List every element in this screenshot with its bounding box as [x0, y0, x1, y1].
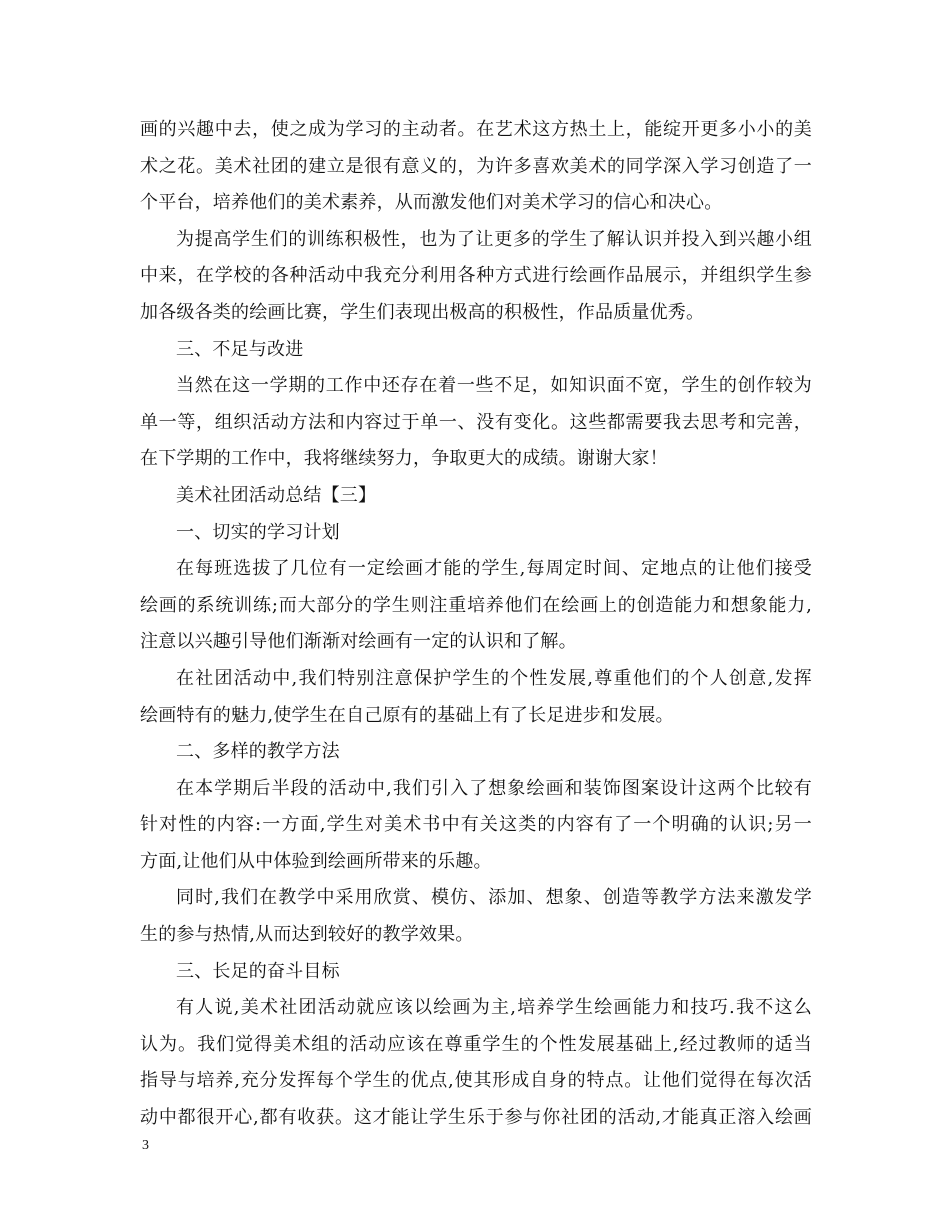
text-line: 方面,让他们从中体验到绘画所带来的乐趣。 — [140, 850, 492, 872]
text-line: 二、多样的教学方法 — [176, 741, 340, 763]
text-line: 在社团活动中,我们特别注意保护学生的个性发展,尊重他们的个人创意,发挥 — [176, 667, 812, 689]
text-line: 美术社团活动总结【三】 — [176, 484, 377, 506]
text-line: 绘画的系统训练;而大部分的学生则注重培养他们在绘画上的创造能力和想象能力, — [140, 594, 812, 616]
text-line: 在下学期的工作中，我将继续努力，争取更大的成绩。谢谢大家！ — [140, 448, 668, 470]
text-line: 为提高学生们的训练积极性，也为了让更多的学生了解认识并投入到兴趣小组 — [176, 228, 812, 250]
text-line: 中来，在学校的各种活动中我充分利用各种方式进行绘画作品展示，并组织学生参 — [140, 265, 812, 287]
text-line: 单一等，组织活动方法和内容过于单一、没有变化。这些都需要我去思考和完善， — [140, 411, 812, 433]
text-line: 画的兴趣中去，使之成为学习的主动者。在艺术这方热土上，能绽开更多小小的美 — [140, 119, 812, 140]
text-line: 在本学期后半段的活动中,我们引入了想象绘画和装饰图案设计这两个比较有 — [176, 777, 812, 799]
text-line: 注意以兴趣引导他们渐渐对绘画有一定的认识和了解。 — [140, 631, 577, 653]
text-line: 有人说,美术社团活动就应该以绘画为主,培养学生绘画能力和技巧.我不这么 — [176, 997, 812, 1019]
text-line: 三、不足与改进 — [176, 338, 304, 360]
text-line: 认为。我们觉得美术组的活动应该在尊重学生的个性发展基础上,经过教师的适当 — [140, 1033, 812, 1055]
text-line: 当然在这一学期的工作中还存在着一些不足，如知识面不宽，学生的创作较为 — [176, 375, 812, 397]
body-text — [140, 112, 812, 1137]
text-line: 生的参与热情,从而达到较好的教学效果。 — [140, 924, 474, 946]
text-line: 在每班选拔了几位有一定绘画才能的学生,每周定时间、定地点的让他们接受 — [176, 558, 812, 580]
text-line: 绘画特有的魅力,使学生在自己原有的基础上有了长足进步和发展。 — [140, 704, 674, 726]
text-line: 针对性的内容:一方面,学生对美术书中有关这类的内容有了一个明确的认识;另一 — [140, 814, 812, 836]
text-line: 个平台，培养他们的美术素养，从而激发他们对美术学习的信心和决心。 — [140, 192, 723, 214]
text-line: 一、切实的学习计划 — [176, 521, 340, 543]
page-number: 3 — [142, 1138, 149, 1153]
text-line: 术之花。美术社团的建立是很有意义的，为许多喜欢美术的同学深入学习创造了一 — [140, 155, 812, 177]
text-line: 指导与培养,充分发挥每个学生的优点,使其形成自身的特点。让他们觉得在每次活 — [140, 1070, 812, 1092]
text-line: 动中都很开心,都有收获。这才能让学生乐于参与你社团的活动,才能真正溶入绘画 — [140, 1107, 812, 1129]
text-line: 同时,我们在教学中采用欣赏、模仿、添加、想象、创造等教学方法来激发学 — [176, 887, 812, 909]
text-line: 三、长足的奋斗目标 — [176, 960, 340, 982]
text-line: 加各级各类的绘画比赛，学生们表现出极高的积极性，作品质量优秀。 — [140, 301, 705, 323]
